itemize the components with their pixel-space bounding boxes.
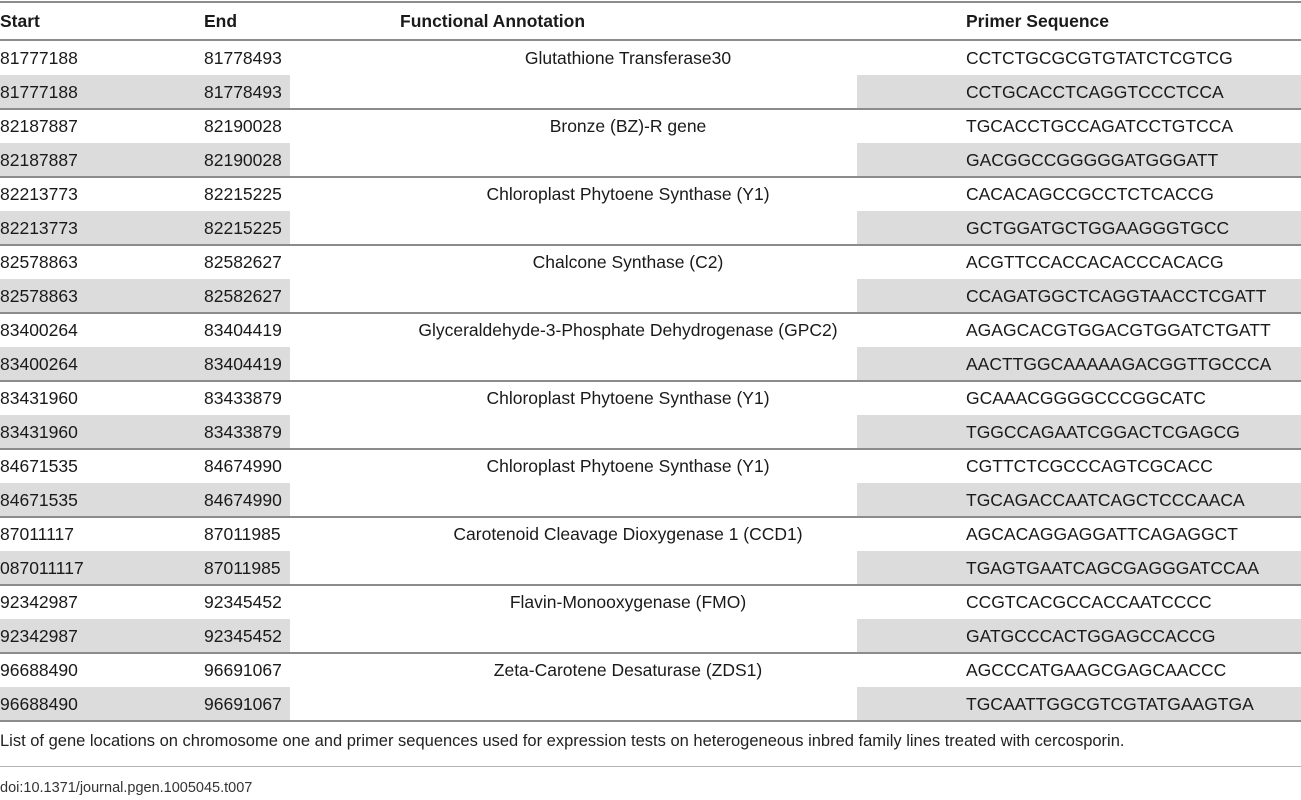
table-row — [0, 109, 1301, 143]
table-row — [0, 279, 1301, 313]
table-row — [0, 313, 1301, 347]
cell-functional-annotation: Glyceraldehyde-3-Phosphate Dehydrogenase (GPC2) — [418, 319, 838, 340]
table-row — [0, 143, 1301, 177]
cell-start: 83400264 — [0, 319, 78, 340]
cell-start: 83431960 — [0, 421, 78, 442]
cell-primer-sequence: TGCAGACCAATCAGCTCCCAACA — [966, 489, 1245, 510]
group-rule — [0, 720, 1301, 722]
cell-primer-sequence: ACGTTCCACCACACCCACACG — [966, 251, 1224, 272]
cell-functional-annotation: Glutathione Transferase30 — [524, 47, 732, 68]
cell-start: 92342987 — [0, 591, 78, 612]
table-row — [0, 551, 1301, 585]
cell-primer-sequence: GACGGCCGGGGGATGGGATT — [966, 149, 1219, 170]
cell-primer-sequence: CCTCTGCGCGTGTATCTCGTCG — [966, 47, 1233, 68]
cell-end: 84674990 — [204, 455, 282, 476]
cell-primer-sequence: AGCACAGGAGGATTCAGAGGCT — [966, 523, 1238, 544]
table-row — [0, 75, 1301, 109]
table-row — [0, 687, 1301, 721]
cell-start: 83431960 — [0, 387, 78, 408]
cell-functional-annotation: Carotenoid Cleavage Dioxygenase 1 (CCD1) — [453, 523, 803, 544]
cell-end: 92345452 — [204, 591, 282, 612]
cell-functional-annotation: Chloroplast Phytoene Synthase (Y1) — [486, 183, 770, 204]
cell-functional-annotation: Chloroplast Phytoene Synthase (Y1) — [486, 387, 770, 408]
cell-start: 81777188 — [0, 47, 78, 68]
cell-functional-annotation: Bronze (BZ)-R gene — [549, 115, 707, 136]
cell-end: 82190028 — [204, 149, 282, 170]
table-row — [0, 653, 1301, 687]
cell-functional-annotation: Chloroplast Phytoene Synthase (Y1) — [486, 455, 770, 476]
cell-end: 82215225 — [204, 183, 282, 204]
cell-start: 82187887 — [0, 149, 78, 170]
header-end: End — [204, 10, 238, 31]
cell-start: 82213773 — [0, 183, 78, 204]
table-header — [0, 3, 1301, 39]
table-row — [0, 483, 1301, 517]
cell-primer-sequence: AACTTGGCAAAAAGACGGTTGCCCA — [966, 353, 1272, 374]
cell-end: 82582627 — [204, 285, 282, 306]
cell-primer-sequence: TGAGTGAATCAGCGAGGGATCCAA — [966, 557, 1259, 578]
table-row — [0, 585, 1301, 619]
doi-text: doi:10.1371/journal.pgen.1005045.t007 — [0, 780, 253, 796]
cell-primer-sequence: GCAAACGGGGCCCGGCATC — [966, 387, 1206, 408]
cell-start: 82578863 — [0, 285, 78, 306]
cell-end: 83404419 — [204, 319, 282, 340]
cell-primer-sequence: CACACAGCCGCCTCTCACCG — [966, 183, 1214, 204]
cell-primer-sequence: CCAGATGGCTCAGGTAACCTCGATT — [966, 285, 1267, 306]
table-row — [0, 177, 1301, 211]
cell-primer-sequence: AGAGCACGTGGACGTGGATCTGATT — [966, 319, 1271, 340]
table-row — [0, 449, 1301, 483]
cell-start: 96688490 — [0, 659, 78, 680]
cell-start: 83400264 — [0, 353, 78, 374]
cell-start: 92342987 — [0, 625, 78, 646]
cell-primer-sequence: CCGTCACGCCACCAATCCCC — [966, 591, 1212, 612]
table-row — [0, 211, 1301, 245]
table-row — [0, 619, 1301, 653]
caption-rule — [0, 766, 1301, 767]
table-row — [0, 415, 1301, 449]
cell-end: 82215225 — [204, 217, 282, 238]
cell-functional-annotation: Chalcone Synthase (C2) — [532, 251, 724, 272]
cell-primer-sequence: CGTTCTCGCCCAGTCGCACC — [966, 455, 1213, 476]
table-row — [0, 41, 1301, 75]
table-caption: List of gene locations on chromosome one and primer sequences used for expression tests on heterogeneous inbred family lines treated with cercosporin. — [0, 732, 1125, 750]
cell-primer-sequence: TGCAATTGGCGTCGTATGAAGTGA — [966, 693, 1254, 714]
cell-end: 82190028 — [204, 115, 282, 136]
cell-end: 83404419 — [204, 353, 282, 374]
table-row — [0, 347, 1301, 381]
cell-start: 81777188 — [0, 81, 78, 102]
cell-primer-sequence: GCTGGATGCTGGAAGGGTGCC — [966, 217, 1230, 238]
cell-functional-annotation: Zeta-Carotene Desaturase (ZDS1) — [493, 659, 763, 680]
cell-start: 84671535 — [0, 489, 78, 510]
cell-end: 82582627 — [204, 251, 282, 272]
cell-end: 87011985 — [204, 557, 281, 578]
cell-primer-sequence: GATGCCCACTGGAGCCACCG — [966, 625, 1216, 646]
cell-end: 83433879 — [204, 421, 282, 442]
table-row — [0, 517, 1301, 551]
cell-start: 087011117 — [0, 557, 84, 578]
header-start: Start — [0, 10, 40, 31]
cell-end: 81778493 — [204, 47, 282, 68]
cell-start: 96688490 — [0, 693, 78, 714]
cell-end: 81778493 — [204, 81, 282, 102]
table-row — [0, 245, 1301, 279]
header-primer-sequence: Primer Sequence — [966, 10, 1109, 31]
cell-end: 84674990 — [204, 489, 282, 510]
cell-end: 92345452 — [204, 625, 282, 646]
cell-functional-annotation: Flavin-Monooxygenase (FMO) — [509, 591, 747, 612]
cell-end: 87011985 — [204, 523, 281, 544]
cell-primer-sequence: AGCCCATGAAGCGAGCAACCC — [966, 659, 1227, 680]
table-row — [0, 381, 1301, 415]
cell-end: 96691067 — [204, 693, 282, 714]
cell-end: 96691067 — [204, 659, 282, 680]
cell-start: 84671535 — [0, 455, 78, 476]
cell-start: 82187887 — [0, 115, 78, 136]
header-functional-annotation: Functional Annotation — [400, 10, 586, 31]
cell-primer-sequence: TGCACCTGCCAGATCCTGTCCA — [966, 115, 1234, 136]
cell-primer-sequence: TGGCCAGAATCGGACTCGAGCG — [966, 421, 1240, 442]
cell-primer-sequence: CCTGCACCTCAGGTCCCTCCA — [966, 81, 1224, 102]
cell-start: 82213773 — [0, 217, 78, 238]
cell-start: 87011117 — [0, 523, 74, 544]
cell-start: 82578863 — [0, 251, 78, 272]
cell-end: 83433879 — [204, 387, 282, 408]
